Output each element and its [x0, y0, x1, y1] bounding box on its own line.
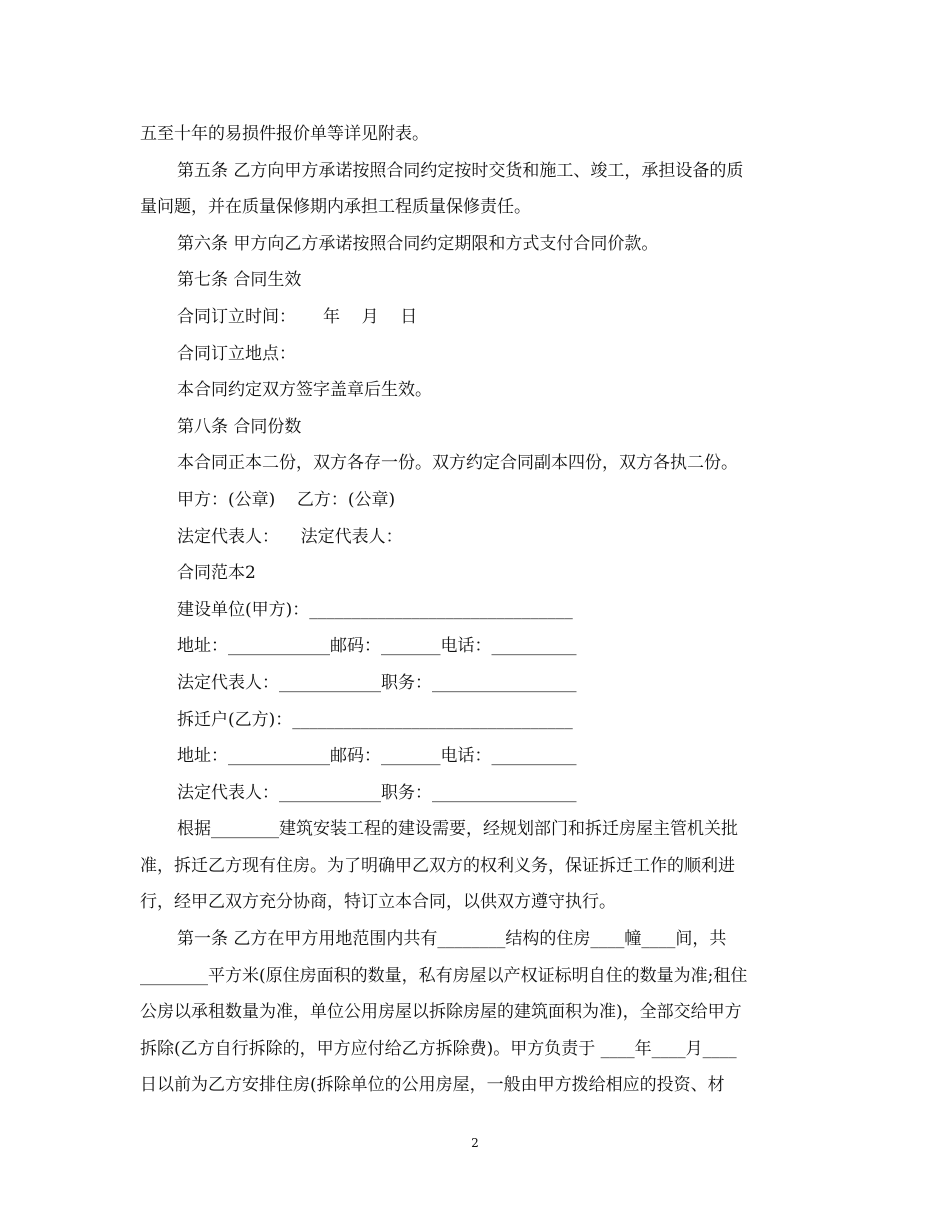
address-line: 地址：____________邮码：_______电话：__________	[177, 636, 577, 657]
text-line: 第一条 乙方在甲方用地范围内共有________结构的住房____幢____间，共	[177, 929, 727, 950]
text-line: 根据________建筑安装工程的建设需要，经规划部门和拆迁房屋主管机关批	[177, 819, 738, 840]
representative-line: 法定代表人：____________职务：_________________	[177, 782, 577, 803]
text-line: 五至十年的易损件报价单等详见附表。	[140, 124, 429, 144]
text-line: 第五条 乙方向甲方承诺按照合同约定按时交货和施工、竣工，承担设备的质	[177, 160, 744, 181]
party-b-line: 拆迁户(乙方)：_________________________________	[177, 709, 573, 730]
contract-place-line: 合同订立地点：	[177, 343, 296, 364]
text-line: ________平方米(原住房面积的数量，私有房屋以产权证标明自住的数量为准;租住	[140, 965, 748, 986]
text-line: 公房以承租数量为准，单位公用房屋以拆除房屋的建筑面积为准)，全部交给甲方	[140, 1002, 742, 1023]
text-line: 量问题，并在质量保修期内承担工程质量保修责任。	[140, 197, 531, 218]
text-line: 本合同约定双方签字盖章后生效。	[177, 380, 432, 401]
text-line: 行，经甲乙双方充分协商，特订立本合同，以供双方遵守执行。	[140, 892, 616, 913]
section-heading: 合同范本2	[177, 563, 256, 584]
representative-line: 法定代表人：____________职务：_________________	[177, 672, 577, 693]
signature-seal-line: 甲方：(公章) 乙方：(公章)	[177, 489, 396, 510]
text-line: 本合同正本二份，双方各存一份。双方约定合同副本四份，双方各执二份。	[177, 453, 738, 474]
article-heading: 第八条 合同份数	[177, 416, 302, 437]
party-a-line: 建设单位(甲方)：_______________________________	[177, 599, 573, 620]
page-number: 2	[471, 1136, 479, 1150]
document-body	[140, 116, 820, 1104]
contract-date-line: 合同订立时间： 年 月 日	[177, 306, 418, 327]
address-line: 地址：____________邮码：_______电话：__________	[177, 746, 577, 767]
article-heading: 第七条 合同生效	[177, 270, 302, 291]
text-line: 准，拆迁乙方现有住房。为了明确甲乙双方的权利义务，保证拆迁工作的顺利进	[140, 855, 735, 876]
text-line: 拆除(乙方自行拆除的，甲方应付给乙方拆除费)。甲方负责于 ____年____月____	[140, 1038, 737, 1059]
text-line: 第六条 甲方向乙方承诺按照合同约定期限和方式支付合同价款。	[177, 233, 659, 254]
text-line: 日以前为乙方安排住房(拆除单位的公用房屋，一般由甲方拨给相应的投资、材	[140, 1075, 725, 1096]
legal-representative-line: 法定代表人： 法定代表人：	[177, 526, 403, 547]
